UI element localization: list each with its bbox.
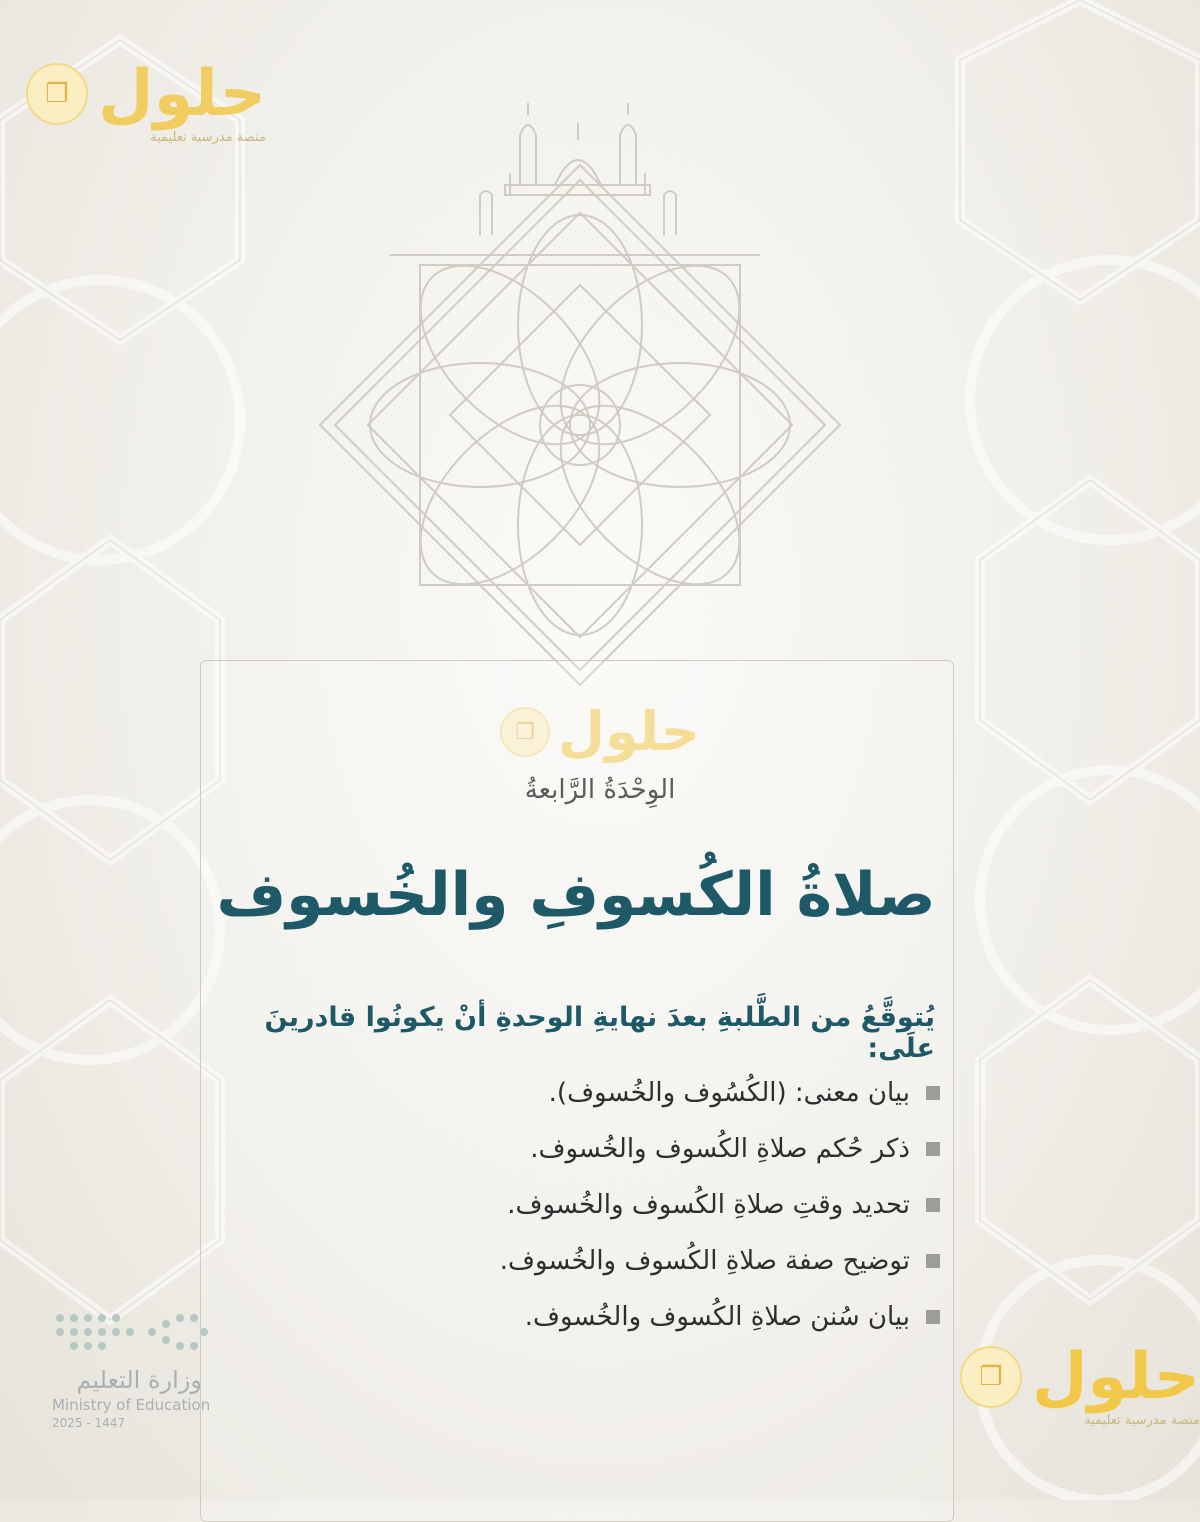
brand-name: حلول <box>98 57 266 131</box>
square-bullet-icon <box>926 1254 940 1268</box>
brand-tagline: منصة مدرسية تعليمية <box>150 130 266 145</box>
brand-logo-bottom <box>960 1340 1200 1428</box>
list-item <box>240 1121 940 1177</box>
square-bullet-icon <box>926 1142 940 1156</box>
unit-label: الوِحْدَةُ الرَّابعةُ <box>524 775 676 805</box>
square-bullet-icon <box>926 1310 940 1324</box>
objective-text: تحديد وقتِ صلاةِ الكُسوف والخُسوف. <box>507 1190 910 1220</box>
brand-name: حلول <box>1032 1340 1200 1414</box>
list-item <box>240 1177 940 1233</box>
objectives-list <box>240 1065 940 1345</box>
ministry-name-ar: وزارة التعليم <box>76 1366 202 1394</box>
brand-watermark-center <box>500 700 700 763</box>
objective-text: بيان سُنن صلاةِ الكُسوف والخُسوف. <box>524 1302 910 1332</box>
book-icon: ❐ <box>500 707 550 757</box>
intro-text: يُتوقَّعُ من الطَّلبةِ بعدَ نهايةِ الوحدةِ أنْ يكونُوا قادرينَ علَى: <box>264 1002 935 1064</box>
square-bullet-icon <box>926 1198 940 1212</box>
title-wrap <box>200 860 952 930</box>
list-item <box>240 1065 940 1121</box>
ministry-logo <box>52 1310 222 1430</box>
brand-tagline: منصة مدرسية تعليمية <box>1084 1413 1200 1428</box>
brand-name: حلول <box>558 700 700 763</box>
objective-text: بيان معنى: (الكُسُوف والخُسوف). <box>548 1078 910 1108</box>
brand-logo-top <box>26 57 266 145</box>
square-bullet-icon <box>926 1086 940 1100</box>
ministry-name-en: Ministry of Education <box>52 1396 211 1414</box>
unit-label-wrap <box>0 775 1200 805</box>
ministry-dots-icon <box>52 1310 212 1354</box>
objective-text: ذكر حُكم صلاةِ الكُسوف والخُسوف. <box>530 1134 910 1164</box>
list-item <box>240 1233 940 1289</box>
list-item <box>240 1289 940 1345</box>
objective-text: توضيح صفة صلاةِ الكُسوف والخُسوف. <box>499 1246 910 1276</box>
book-icon: ❐ <box>26 63 88 125</box>
ministry-year: 2025 - 1447 <box>52 1416 126 1430</box>
intro-wrap <box>200 1002 935 1064</box>
mosque-rosette-emblem <box>300 95 860 735</box>
book-icon: ❐ <box>960 1346 1022 1408</box>
lesson-title: صلاةُ الكُسوفِ والخُسوف <box>216 860 936 930</box>
